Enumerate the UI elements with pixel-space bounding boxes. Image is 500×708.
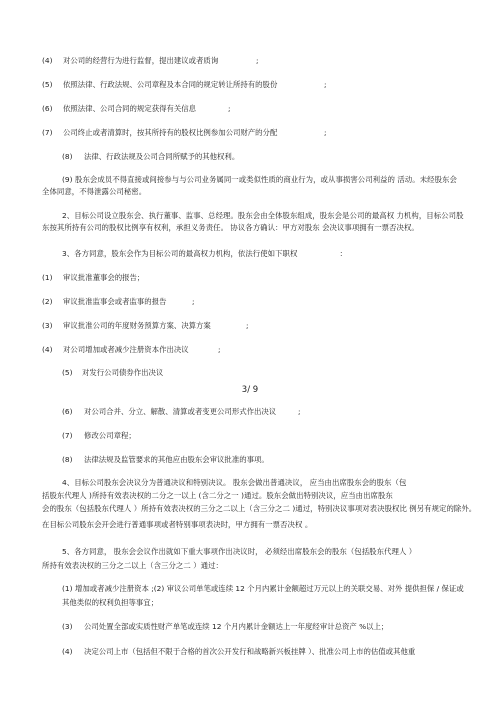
- paragraph-line: 括股东代理人 )所持有效表决权的二分之一以上 (含二分之一 )通过。股东会做出特别决议，应当由出席股东: [42, 491, 393, 500]
- item-suffix: ;: [324, 80, 327, 89]
- item-text: 公司处置全部或实质性财产单笔或连续 12 个月内累计金额达上一年度经审计总资产 %以上；: [84, 622, 389, 631]
- item-number: (6): [62, 407, 73, 416]
- item-text: 法律、行政法规及公司合同所赋予的其他权利。: [84, 152, 240, 161]
- list-item: [0, 455, 500, 467]
- item-number: (4): [42, 56, 53, 65]
- paragraph-line: 全体同意，不得泄露公司秘密。: [42, 187, 147, 196]
- item-text: 增加或者减少注册资本 ;(2) 审议公司单笔或连续 12 个月内累计金额超过万元以上的关联交易、对外 提供担保 / 保证或: [75, 584, 464, 593]
- item-suffix: ;: [218, 345, 221, 354]
- list-item: [0, 128, 500, 140]
- item-number: (8): [62, 152, 73, 161]
- item-text: 修改公司章程；: [84, 431, 136, 440]
- item-text: 对公司的经营行为进行监督，提出建议或者质询: [63, 56, 219, 65]
- item-number: (6): [42, 104, 53, 113]
- item-text: 对公司合并、分立、解散、清算或者变更公司形式作出决议: [84, 407, 277, 416]
- item-text: 决定公司上市（包括但不限于合格的首次公开发行和战略新兴板挂牌 ）、批准公司上市的估值或其他重: [84, 647, 416, 656]
- item-number: (1): [42, 273, 53, 282]
- list-item: [0, 297, 500, 309]
- item-number: (4): [62, 647, 73, 656]
- item-suffix: ;: [298, 407, 301, 416]
- list-item: [0, 647, 500, 659]
- paragraph-line: (9) 股东会成员不得直接或间接参与与公司业务属同一或类似性质的商业行为，或从事损害公司利益的 活动。未经股东会: [62, 175, 457, 184]
- item-number: (3): [62, 622, 73, 631]
- list-item: [0, 431, 500, 443]
- list-item: [0, 152, 500, 164]
- paragraph-line: 所持有效表决权的三分之二以上（含三分之二 ）通过：: [42, 561, 223, 570]
- list-item: [0, 104, 500, 116]
- list-item: [0, 80, 500, 92]
- item-suffix: ;: [324, 128, 327, 137]
- list-item: [0, 345, 500, 357]
- item-text: 审议批准监事会或者监事的报告: [63, 297, 167, 306]
- list-item: [0, 407, 500, 419]
- paragraph-line: 东按其所持有公司的股权比例享有权利，承担义务责任。 协议各方确认：甲方对股东 会决议事项拥有一票否决权。: [42, 223, 419, 232]
- paragraph-line: 2、目标公司设立股东会、执行董事、监事、总经理。股东会由全体股东组成，股东会是公司的最高权 力机构，目标公司股: [62, 211, 464, 220]
- item-number: (7): [62, 431, 73, 440]
- item-text: 审议批准董事会的报告；: [63, 273, 145, 282]
- paragraph-line: 4、目标公司股东会决议分为普通决议和特别决议。 股东会做出普通决议， 应当由出席股东会的股东（包: [62, 478, 407, 487]
- list-item: [0, 321, 500, 333]
- item-number: (1): [62, 584, 73, 593]
- item-number: (4): [42, 345, 53, 354]
- paragraph-line: 在目标公司股东会开会进行普通事项或者特别事项表决时，甲方拥有一票否决权 。: [42, 520, 313, 529]
- paragraph-line: 5、各方同意， 股东会会议作出就如下重大事项作出决议时， 必须经出席股东会的股东（包括股东代理人 ）: [62, 547, 417, 556]
- item-number: (5): [42, 80, 53, 89]
- item-number: (7): [42, 128, 53, 137]
- item-number: (5): [62, 368, 73, 377]
- list-item: [0, 273, 500, 285]
- item-suffix: ;: [228, 104, 231, 113]
- item-text: 其他类似的权利负担等事宜；: [62, 598, 159, 607]
- list-item: [0, 584, 500, 596]
- list-item: [0, 368, 500, 380]
- item-text: 依照法律、公司合同的规定获得有关信息: [63, 104, 197, 113]
- item-text: 审议批准公司的年度财务预算方案、决算方案: [63, 321, 211, 330]
- item-text: 对发行公司债券作出决议: [82, 368, 164, 377]
- section-suffix: :: [340, 249, 343, 258]
- list-item: [0, 622, 500, 634]
- item-text: 公司终止或者清算时，按其所持有的股权比例参加公司财产的分配: [63, 128, 278, 137]
- item-suffix: ;: [256, 56, 259, 65]
- list-item: [0, 598, 500, 610]
- item-number: (3): [42, 321, 53, 330]
- section-heading: 3、各方同意，股东会作为目标公司的最高权力机构，依法行使如下职权: [62, 249, 298, 258]
- item-number: (8): [62, 455, 73, 464]
- paragraph-line: 会的股东（包括股东代理人 ）所持有效表决权的三分之二以上（含三分之二 )通过，特别决议事项对表决股权比 例另有规定的除外。: [42, 504, 477, 513]
- item-suffix: ;: [246, 321, 249, 330]
- item-text: 依照法律、行政法规、公司章程及本合同的规定转让所持有的股份: [63, 80, 278, 89]
- item-suffix: ;: [192, 297, 195, 306]
- item-text: 法律法规及监管要求的其他应由股东会审议批准的事项。: [84, 455, 269, 464]
- page-number: 3/ 9: [241, 385, 259, 395]
- item-number: (2): [42, 297, 53, 306]
- item-text: 对公司增加或者减少注册资本作出决议: [63, 345, 189, 354]
- list-item: [0, 56, 500, 68]
